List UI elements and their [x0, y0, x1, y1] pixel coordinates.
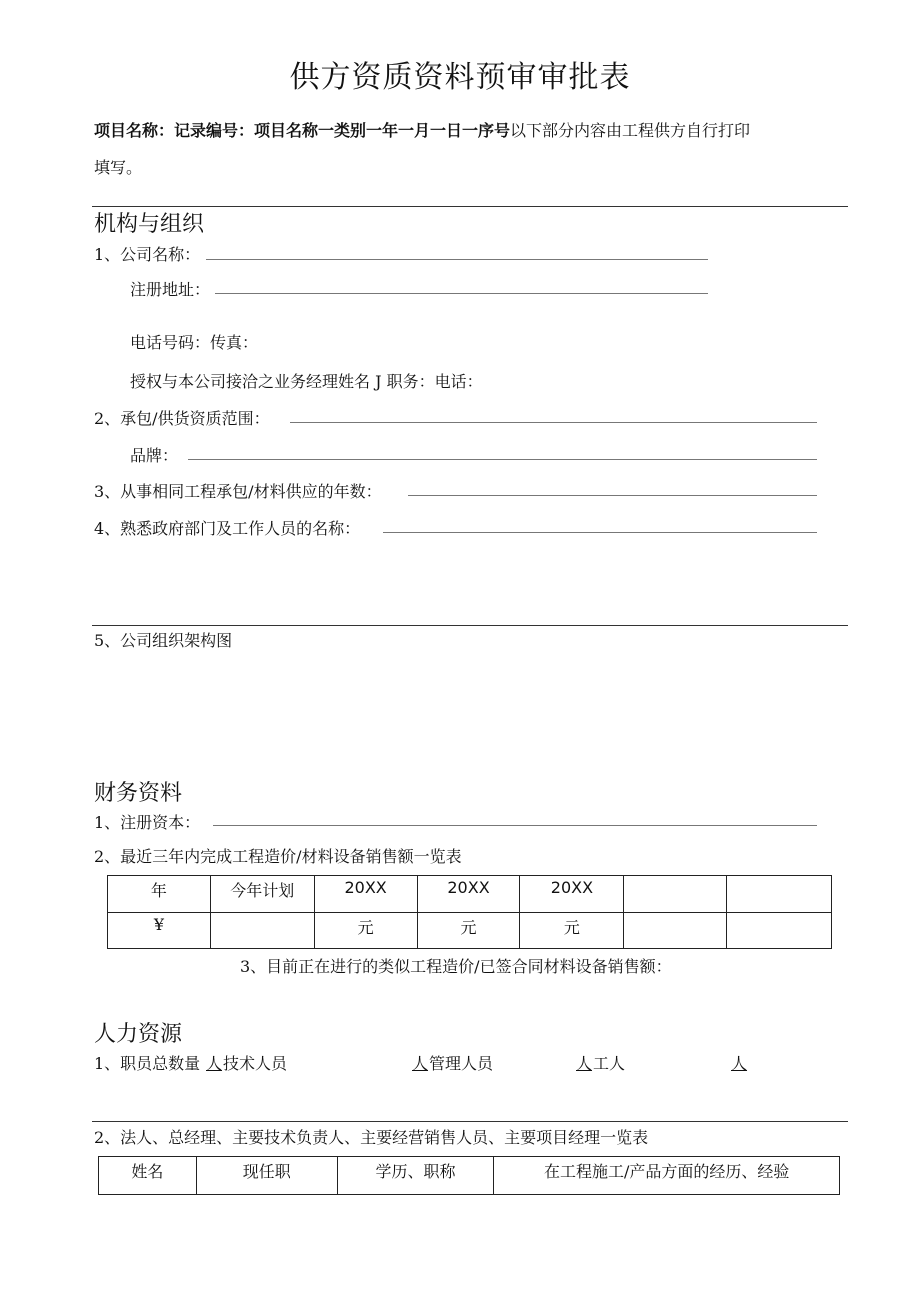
- org-chart-label: 5、公司组织架构图: [94, 631, 233, 650]
- table-header-cell: 现任职: [196, 1157, 337, 1195]
- page-title: 供方资质资料预审审批表: [289, 60, 631, 95]
- sales-table: [107, 875, 832, 949]
- years-label: 3、从事相同工程承包/材料供应的年数：: [94, 482, 382, 501]
- years-field[interactable]: [408, 495, 817, 496]
- table-cell: ¥: [108, 913, 211, 949]
- company-name-field[interactable]: [206, 259, 708, 260]
- header-line-2: 填写。: [94, 158, 143, 177]
- phone-fax-label: 电话号码：传真：: [130, 333, 259, 352]
- tech-staff-unit[interactable]: 人: [412, 1054, 429, 1073]
- table-header-row: [99, 1157, 840, 1195]
- reg-address-label: 注册地址：: [130, 280, 211, 299]
- capital-field[interactable]: [213, 825, 817, 826]
- table-cell: 20XX: [314, 876, 417, 913]
- capital-label: 1、注册资本：: [94, 813, 201, 832]
- table-cell[interactable]: [727, 876, 832, 913]
- reg-address-field[interactable]: [215, 293, 708, 294]
- scope-field[interactable]: [290, 422, 817, 423]
- table-cell[interactable]: [727, 913, 832, 949]
- table-row: [108, 876, 832, 913]
- table-header-cell: 姓名: [99, 1157, 197, 1195]
- mgmt-staff-label: 管理人员: [429, 1054, 494, 1073]
- section-divider: [92, 206, 848, 207]
- staff-count-label: 1、职员总数量: [94, 1054, 201, 1073]
- section-heading-hr: 人力资源: [94, 1022, 183, 1047]
- tech-staff-label: 技术人员: [223, 1054, 288, 1073]
- worker-label: 工人: [593, 1054, 626, 1073]
- worker-unit[interactable]: 人: [731, 1054, 748, 1073]
- sales-table-caption: 2、最近三年内完成工程造价/材料设备销售额一览表: [94, 847, 462, 866]
- company-name-label: 1、公司名称：: [94, 245, 201, 264]
- table-cell[interactable]: 元: [520, 913, 624, 949]
- section-heading-org: 机构与组织: [94, 212, 205, 237]
- table-row: [108, 913, 832, 949]
- section-divider: [92, 625, 848, 626]
- table-cell: 20XX: [417, 876, 520, 913]
- brand-label: 品牌：: [130, 446, 179, 465]
- table-cell[interactable]: [210, 913, 314, 949]
- table-header-cell: 在工程施工/产品方面的经历、经验: [494, 1157, 840, 1195]
- personnel-list-caption: 2、法人、总经理、主要技术负责人、主要经营销售人员、主要项目经理一览表: [94, 1128, 649, 1147]
- table-cell: 年: [108, 876, 211, 913]
- table-cell[interactable]: 元: [314, 913, 417, 949]
- scope-label: 2、承包/供货资质范围：: [94, 409, 270, 428]
- staff-total-unit[interactable]: 人: [206, 1054, 223, 1073]
- personnel-table: [98, 1156, 840, 1195]
- gov-label: 4、熟悉政府部门及工作人员的名称：: [94, 519, 361, 538]
- table-cell: 今年计划: [210, 876, 314, 913]
- table-header-cell: 学历、职称: [337, 1157, 494, 1195]
- gov-field[interactable]: [383, 532, 817, 533]
- table-cell: 20XX: [520, 876, 624, 913]
- mgmt-staff-unit[interactable]: 人: [576, 1054, 593, 1073]
- authorized-contact-label: 授权与本公司接洽之业务经理姓名 J 职务：电话：: [130, 372, 483, 391]
- header-bold: 项目名称：记录编号：项目名称一类别一年一月一日一序号: [94, 121, 511, 140]
- table-cell[interactable]: [624, 876, 727, 913]
- section-divider: [92, 1121, 848, 1122]
- header-normal: 以下部分内容由工程供方自行打印: [510, 121, 751, 140]
- table-cell[interactable]: 元: [417, 913, 520, 949]
- section-heading-finance: 财务资料: [94, 781, 183, 806]
- brand-field[interactable]: [188, 459, 817, 460]
- current-sales-label: 3、目前正在进行的类似工程造价/已签合同材料设备销售额：: [240, 957, 672, 976]
- header-line: [94, 118, 750, 141]
- table-cell[interactable]: [624, 913, 727, 949]
